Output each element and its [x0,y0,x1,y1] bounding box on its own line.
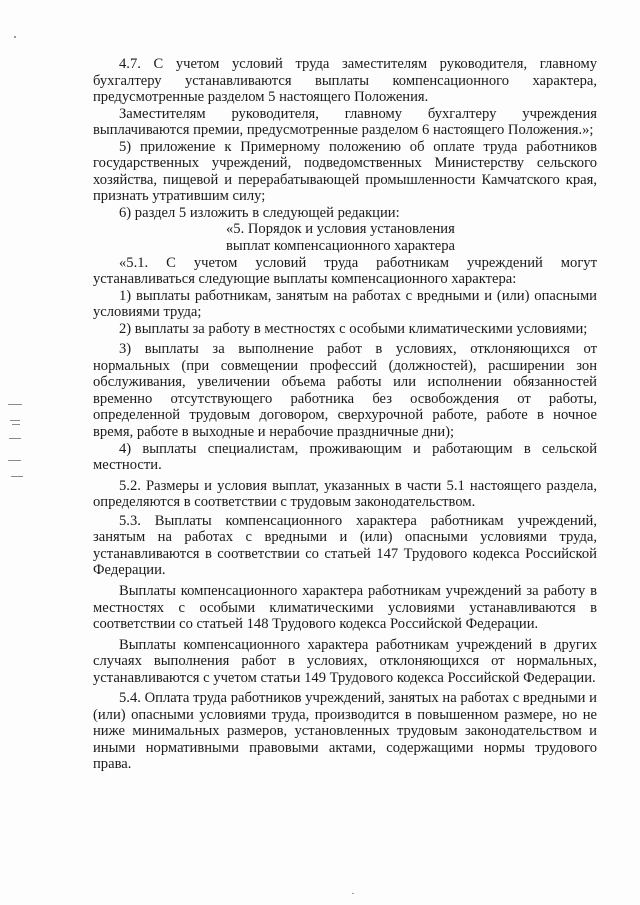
document-body [93,56,597,773]
paragraph-item-6: 6) раздел 5 изложить в следующей редакции: [119,204,400,221]
paragraph-5-4: 5.4. Оплата труда работников учреждений, занятых на работах с вредными и (или) опасными условиями труда, производится в повышенном размере, но не ниже минимальных размеров, установленных трудовым законодательством и иными нормативными правовыми актами, содержащими нормы трудового права. [93,690,597,773]
list-item-4: 4) выплаты специалистам, проживающим и работающим в сельской местности. [93,440,597,474]
paragraph-article-149: Выплаты компенсационного характера работникам учреждений в других случаях выполнения работ в условиях, отклоняющихся от нормальных, устанавливаются с учетом статьи 149 Трудового кодекса Российской Федерации. [93,636,597,686]
paragraph-4-7: 4.7. С учетом условий труда заместителям руководителя, главному бухгалтеру устанавливаются выплаты компенсационного характера, предусмотренные разделом 5 настоящего Положения. [93,56,597,106]
paragraph-deputies-bonus: Заместителям руководителя, главному бухгалтеру учреждения выплачиваются премии, предусмотренные разделом 6 настоящего Положения.»; [93,105,597,139]
section-heading-line2: выплат компенсационного характера [226,238,456,255]
list-item-2: 2) выплаты за работу в местностях с особыми климатическими условиями; [119,320,588,337]
list-item-1: 1) выплаты работникам, занятым на работах с вредными и (или) опасными условиями труда; [93,287,597,321]
paragraph-5-3: 5.3. Выплаты компенсационного характера работникам учреждений, занятым на работах с вредными и (или) опасными условиями труда, устанавливаются в соответствии со статьей 147 Трудового кодекса Российской Федерации. [93,512,597,579]
paragraph-5-1: «5.1. С учетом условий труда работникам учреждений могут устанавливаться следующие выплаты компенсационного характера: [93,254,597,288]
paragraph-5-2: 5.2. Размеры и условия выплат, указанных в части 5.1 настоящего раздела, определяются в соответствии с трудовым законодательством. [93,477,597,511]
section-heading-line1: «5. Порядок и условия установления [226,221,455,238]
scan-artifact-marks [6,400,26,490]
paragraph-item-5: 5) приложение к Примерному положению об оплате труда работников государственных учреждений, подведомственных Министерству сельского хозяйства, пищевой и перерабатывающей промышленности Камчатского края, признать утратившим силу; [93,138,597,205]
scan-artifact-bottom [352,893,354,894]
list-item-3: 3) выплаты за выполнение работ в условиях, отклоняющихся от нормальных (при совмещении профессий (должностей), расширении зон обслуживания, увеличении объема работы или исполнении обязанностей временно отсутствующего работника без освобождения от работы, определенной трудовым договором, сверхурочной работе, работе в ночное время, работе в выходные и нерабочие праздничные дни); [93,341,597,441]
paragraph-article-148: Выплаты компенсационного характера работникам учреждений за работу в местностях с особыми климатическими условиями устанавливаются в соответствии со статьей 148 Трудового кодекса Российской Федерации. [93,582,597,633]
scan-artifact [14,36,16,38]
